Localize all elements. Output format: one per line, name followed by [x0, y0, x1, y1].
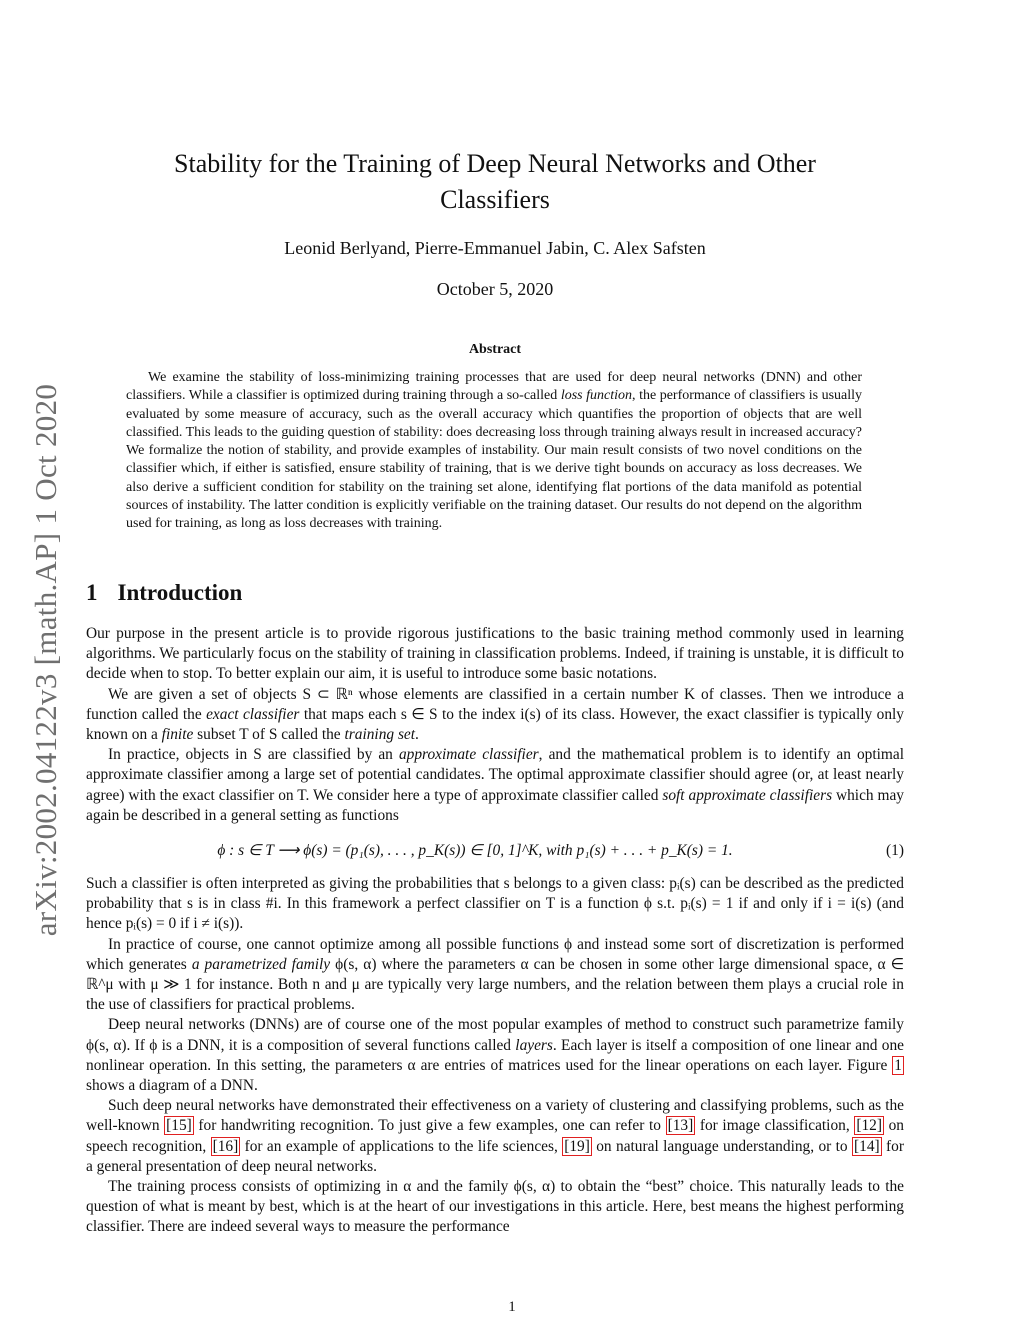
title-line-2: Classifiers [440, 185, 550, 214]
equation-body: ϕ : s ∈ T ⟶ ϕ(s) = (p₁(s), . . . , p_K(s)) ∈ [0, 1]^K, with p₁(s) + . . . + p_K(s) = 1. [217, 841, 733, 859]
citation-link[interactable]: [15] [166, 1117, 192, 1135]
paragraph: In practice, objects in S are classified by an approximate classifier, and the mathematical problem is to identify an optimal approximate classifier among a large set of potential candidates. The optimal approximate classifier should agree (or, at least nearly agree) with the exact classifier on T. We consider here a type of approximate classifier called soft approximate classifiers which may again be described in a general setting as functions [86, 746, 905, 824]
citation-link[interactable]: [13] [667, 1117, 694, 1135]
abstract-heading: Abstract [468, 342, 522, 357]
paragraph: Our purpose in the present article is to provide rigorous justifications to the basic training method commonly used in learning algorithms. We particularly focus on the stability of training in classification problems. Indeed, if training is unstable, it is difficult to decide when to stop. To better explain our aim, it is useful to introduce some basic notations. [86, 625, 905, 683]
body-text [86, 624, 904, 1238]
paragraph: In practice of course, one cannot optimize among all possible functions ϕ and instead some sort of discretization is performed which generates a parametrized family ϕ(s, α) where the parameters α can be chosen in some other large dimensional space, α ∈ ℝ^μ with μ ≫ 1 for instance. Both n and μ are typically very large numbers, and the relation between them plays a crucial role in the use of classifiers for practical problems. [86, 935, 904, 1014]
paragraph: Such a classifier is often interpreted as giving the probabilities that s belongs to a given class: pᵢ(s) can be described as the predicted probability that s is in class #i. In this framework a perfect classifier on T is a function ϕ s.t. pᵢ(s) = 1 if and only if i = i(s) (and hence pᵢ(s) = 0 if i ≠ i(s)). [86, 875, 904, 933]
section-heading [86, 580, 242, 606]
page-number: 1 [508, 1299, 516, 1315]
title-line-1: Stability for the Training of Deep Neural Networks and Other [174, 149, 816, 178]
citation-link[interactable]: [16] [212, 1137, 239, 1155]
figure-link[interactable]: 1 [894, 1056, 902, 1074]
abstract-text: We examine the stability of loss-minimizing training processes that are used for deep neural networks (DNN) and other classifiers. While a classifier is optimized during training through a so-called loss function, the performance of classifiers is usually evaluated by some measure of accuracy, such as the overall accuracy which quantifies the proportion of objects that are well classified. This leads to the guiding question of stability: does decreasing loss through training always result in increased accuracy? We formalize the notion of stability, and provide examples of instability. Our main result consists of two novel conditions on the classifier which, if either is satisfied, ensure stability of training, that is we derive tight bounds on accuracy as loss decreases. We also derive a sufficient condition for stability on the training set alone, identifying flat portions of the data manifold as potential sources of instability. The latter condition is explicitly verifiable on the training dataset. Our results do not depend on the algorithm used for training, as long as loss decreases with training. [126, 370, 863, 532]
emphasis-loss-function: loss function [560, 388, 633, 404]
paragraph: We are given a set of objects S ⊂ ℝⁿ whose elements are classified in a certain number K of classes. Then we introduce a function called the exact classifier that maps each s ∈ S to the index i(s) of its class. However, the exact classifier is typically only known on a finite subset T of S called the training set. [86, 685, 904, 744]
paragraph: The training process consists of optimizing in α and the family ϕ(s, α) to obtain the “best” choice. This naturally leads to the question of what is meant by best, which is at the heart of our investigations in this article. Here, best means the highest performing classifier. There are indeed several ways to measure the performance [86, 1178, 904, 1236]
section-number: 1 [86, 580, 98, 605]
equation-1 [86, 840, 904, 862]
citation-link[interactable]: [12] [856, 1117, 882, 1135]
date: October 5, 2020 [436, 279, 554, 299]
paragraph: Such deep neural networks have demonstrated their effectiveness on a variety of clustering and classifying problems, such as the well-known [15] for handwriting recognition. To just give a few examples, one can refer to [13] for image classification, [12] on speech recognition, [16] for an example of applications to the life sciences, [19] on natural language understanding, or to [14] for a general presentation of deep neural networks. [86, 1097, 904, 1175]
arxiv-identifier: arXiv:2002.04122v3 [math.AP] 1 Oct 2020 [28, 383, 64, 937]
paper-title [120, 146, 870, 218]
authors: Leonid Berlyand, Pierre-Emmanuel Jabin, C. Alex Safsten [284, 238, 706, 258]
citation-link[interactable]: [19] [564, 1137, 590, 1155]
equation-label: (1) [886, 841, 904, 859]
arxiv-side-stamp [12, 340, 80, 980]
section-title: Introduction [117, 580, 243, 605]
paragraph: Deep neural networks (DNNs) are of course one of the most popular examples of method to construct such parametrize family ϕ(s, α). If ϕ is a DNN, it is a composition of several functions called layers. Each layer is itself a composition of one linear and one nonlinear operation. In this setting, the parameters α are entries of matrices used for the linear operations on each layer. Figure 1 shows a diagram of a DNN. [86, 1016, 904, 1095]
citation-link[interactable]: [14] [854, 1137, 880, 1155]
